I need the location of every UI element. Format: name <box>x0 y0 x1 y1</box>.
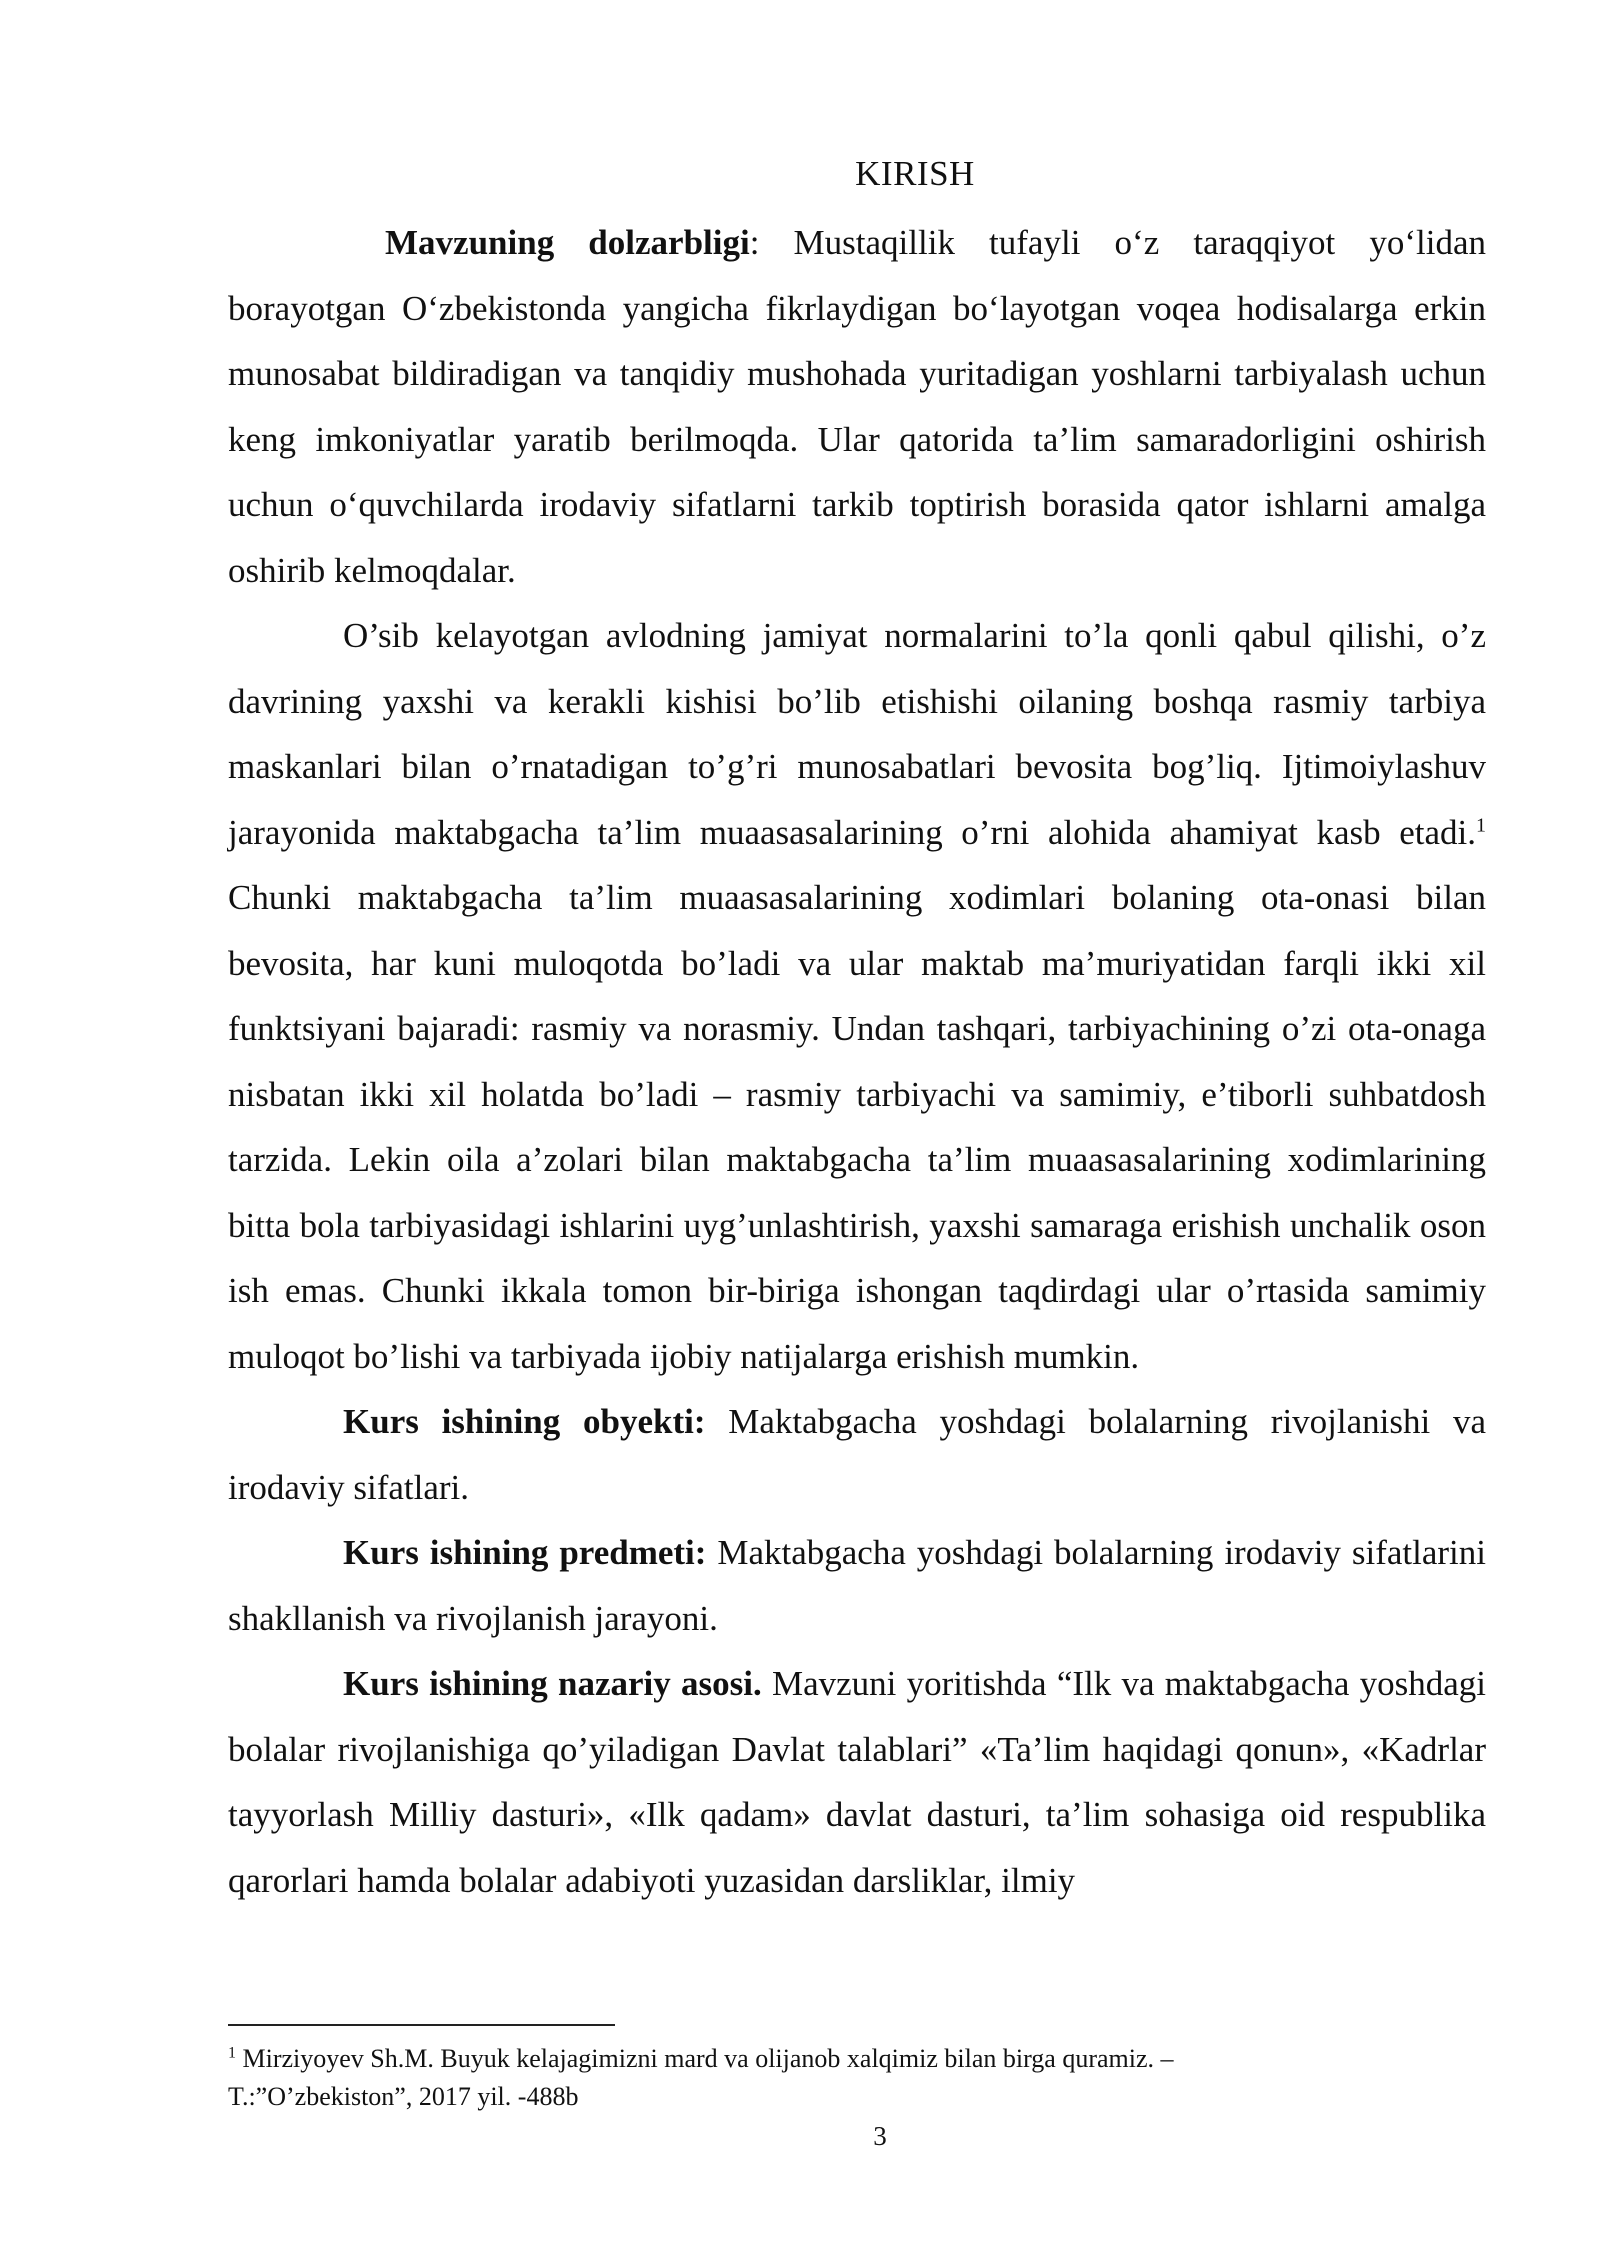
paragraph-theoretical-basis <box>228 1651 1486 1913</box>
footnote-line-1 <box>228 2040 1388 2078</box>
relevance-separator: : <box>749 223 794 262</box>
footnote-separator <box>228 2024 615 2026</box>
footnote <box>228 2040 1388 2116</box>
subject-text: Maktabgacha yoshdagi bolalarning irodaviy sifatlarini shakllanish va rivojlanish jarayoni. <box>228 1533 1486 1638</box>
theoretical-basis-label: Kurs ishining nazariy asosi. <box>343 1664 762 1703</box>
relevance-label: Mavzuning dolzarbligi <box>385 223 750 262</box>
page-number: 3 <box>873 2121 887 2151</box>
theoretical-basis-text: Mavzuni yoritishda “Ilk va maktabgacha yoshdagi bolalar rivojlanishiga qo’yiladigan Davlat talablari” «Ta’lim haqidagi qonun», «Kadrlar tayyorlash Milliy dasturi», «Ilk qadam» davlat dasturi, ta’lim sohasiga oid respublika qarorlari hamda bolalar adabiyoti yuzasidan darsliklar, ilmiy <box>228 1664 1486 1900</box>
subject-label: Kurs ishining predmeti: <box>343 1533 707 1572</box>
object-label: Kurs ishining obyekti: <box>343 1402 706 1441</box>
paragraph-subject <box>228 1520 1486 1651</box>
footnote-line-2: T.:”O’zbekiston”, 2017 yil. -488b <box>228 2082 579 2111</box>
object-text: Maktabgacha yoshdagi bolalarning rivojlanishi va irodaviy sifatlari. <box>228 1402 1486 1507</box>
socialization-text-part1: O’sib kelayotgan avlodning jamiyat normalarini to’la qonli qabul qilishi, o’z davrining yaxshi va kerakli kishisi bo’lib etishishi oilaning boshqa rasmiy tarbiya maskanlari bilan o’rnatadigan to’g’ri munosabatlari bevosita bog’liq. Ijtimoiylashuv jarayonida maktabgacha ta’lim muaasasalarining o’rni alohida ahamiyat kasb etadi. <box>228 616 1486 852</box>
body-text <box>228 210 1486 1913</box>
footnote-marker: 1 <box>228 2044 236 2062</box>
footnote-text-1: Mirziyoyev Sh.M. Buyuk kelajagimizni mard va olijanob xalqimiz bilan birga quramiz. – <box>236 2044 1174 2073</box>
relevance-text: Mustaqillik tufayli o‘z taraqqiyot yo‘lidan borayotgan O‘zbekistonda yangicha fikrlaydigan bo‘layotgan voqea hodisalarga erkin munosabat bildiradigan va tanqidiy mushohada yuritadigan yoshlarni tarbiyalash uchun keng imkoniyatlar yaratib berilmoqda. Ular qatorida ta’lim samaradorligini oshirish uchun o‘quvchilarda irodaviy sifatlarni tarkib toptirish borasida qator ishlarni amalga oshirib kelmoqdalar. <box>228 223 1486 590</box>
page-title: KIRISH <box>855 154 975 193</box>
paragraph-object <box>228 1389 1486 1520</box>
footnote-reference: 1 <box>1476 813 1486 836</box>
socialization-text-part2: Chunki maktabgacha ta’lim muaasasalarining xodimlari bolaning ota-onasi bilan bevosita, har kuni muloqotda bo’ladi va ular maktab ma’muriyatidan farqli ikki xil funktsiyani bajaradi: rasmiy va norasmiy. Undan tashqari, tarbiyachining o’zi ota-onaga nisbatan ikki xil holatda bo’ladi – rasmiy tarbiyachi va samimiy, e’tiborli suhbatdosh tarzida. Lekin oila a’zolari bilan maktabgacha ta’lim muaasasalarining xodimlarining bitta bola tarbiyasidagi ishlarini uyg’unlashtirish, yaxshi samaraga erishish unchalik oson ish emas. Chunki ikkala tomon bir-biriga ishongan taqdirdagi ular o’rtasida samimiy muloqot bo’lishi va tarbiyada ijobiy natijalarga erishish mumkin. <box>228 878 1486 1376</box>
paragraph-relevance <box>228 210 1486 603</box>
paragraph-socialization <box>228 603 1486 1389</box>
